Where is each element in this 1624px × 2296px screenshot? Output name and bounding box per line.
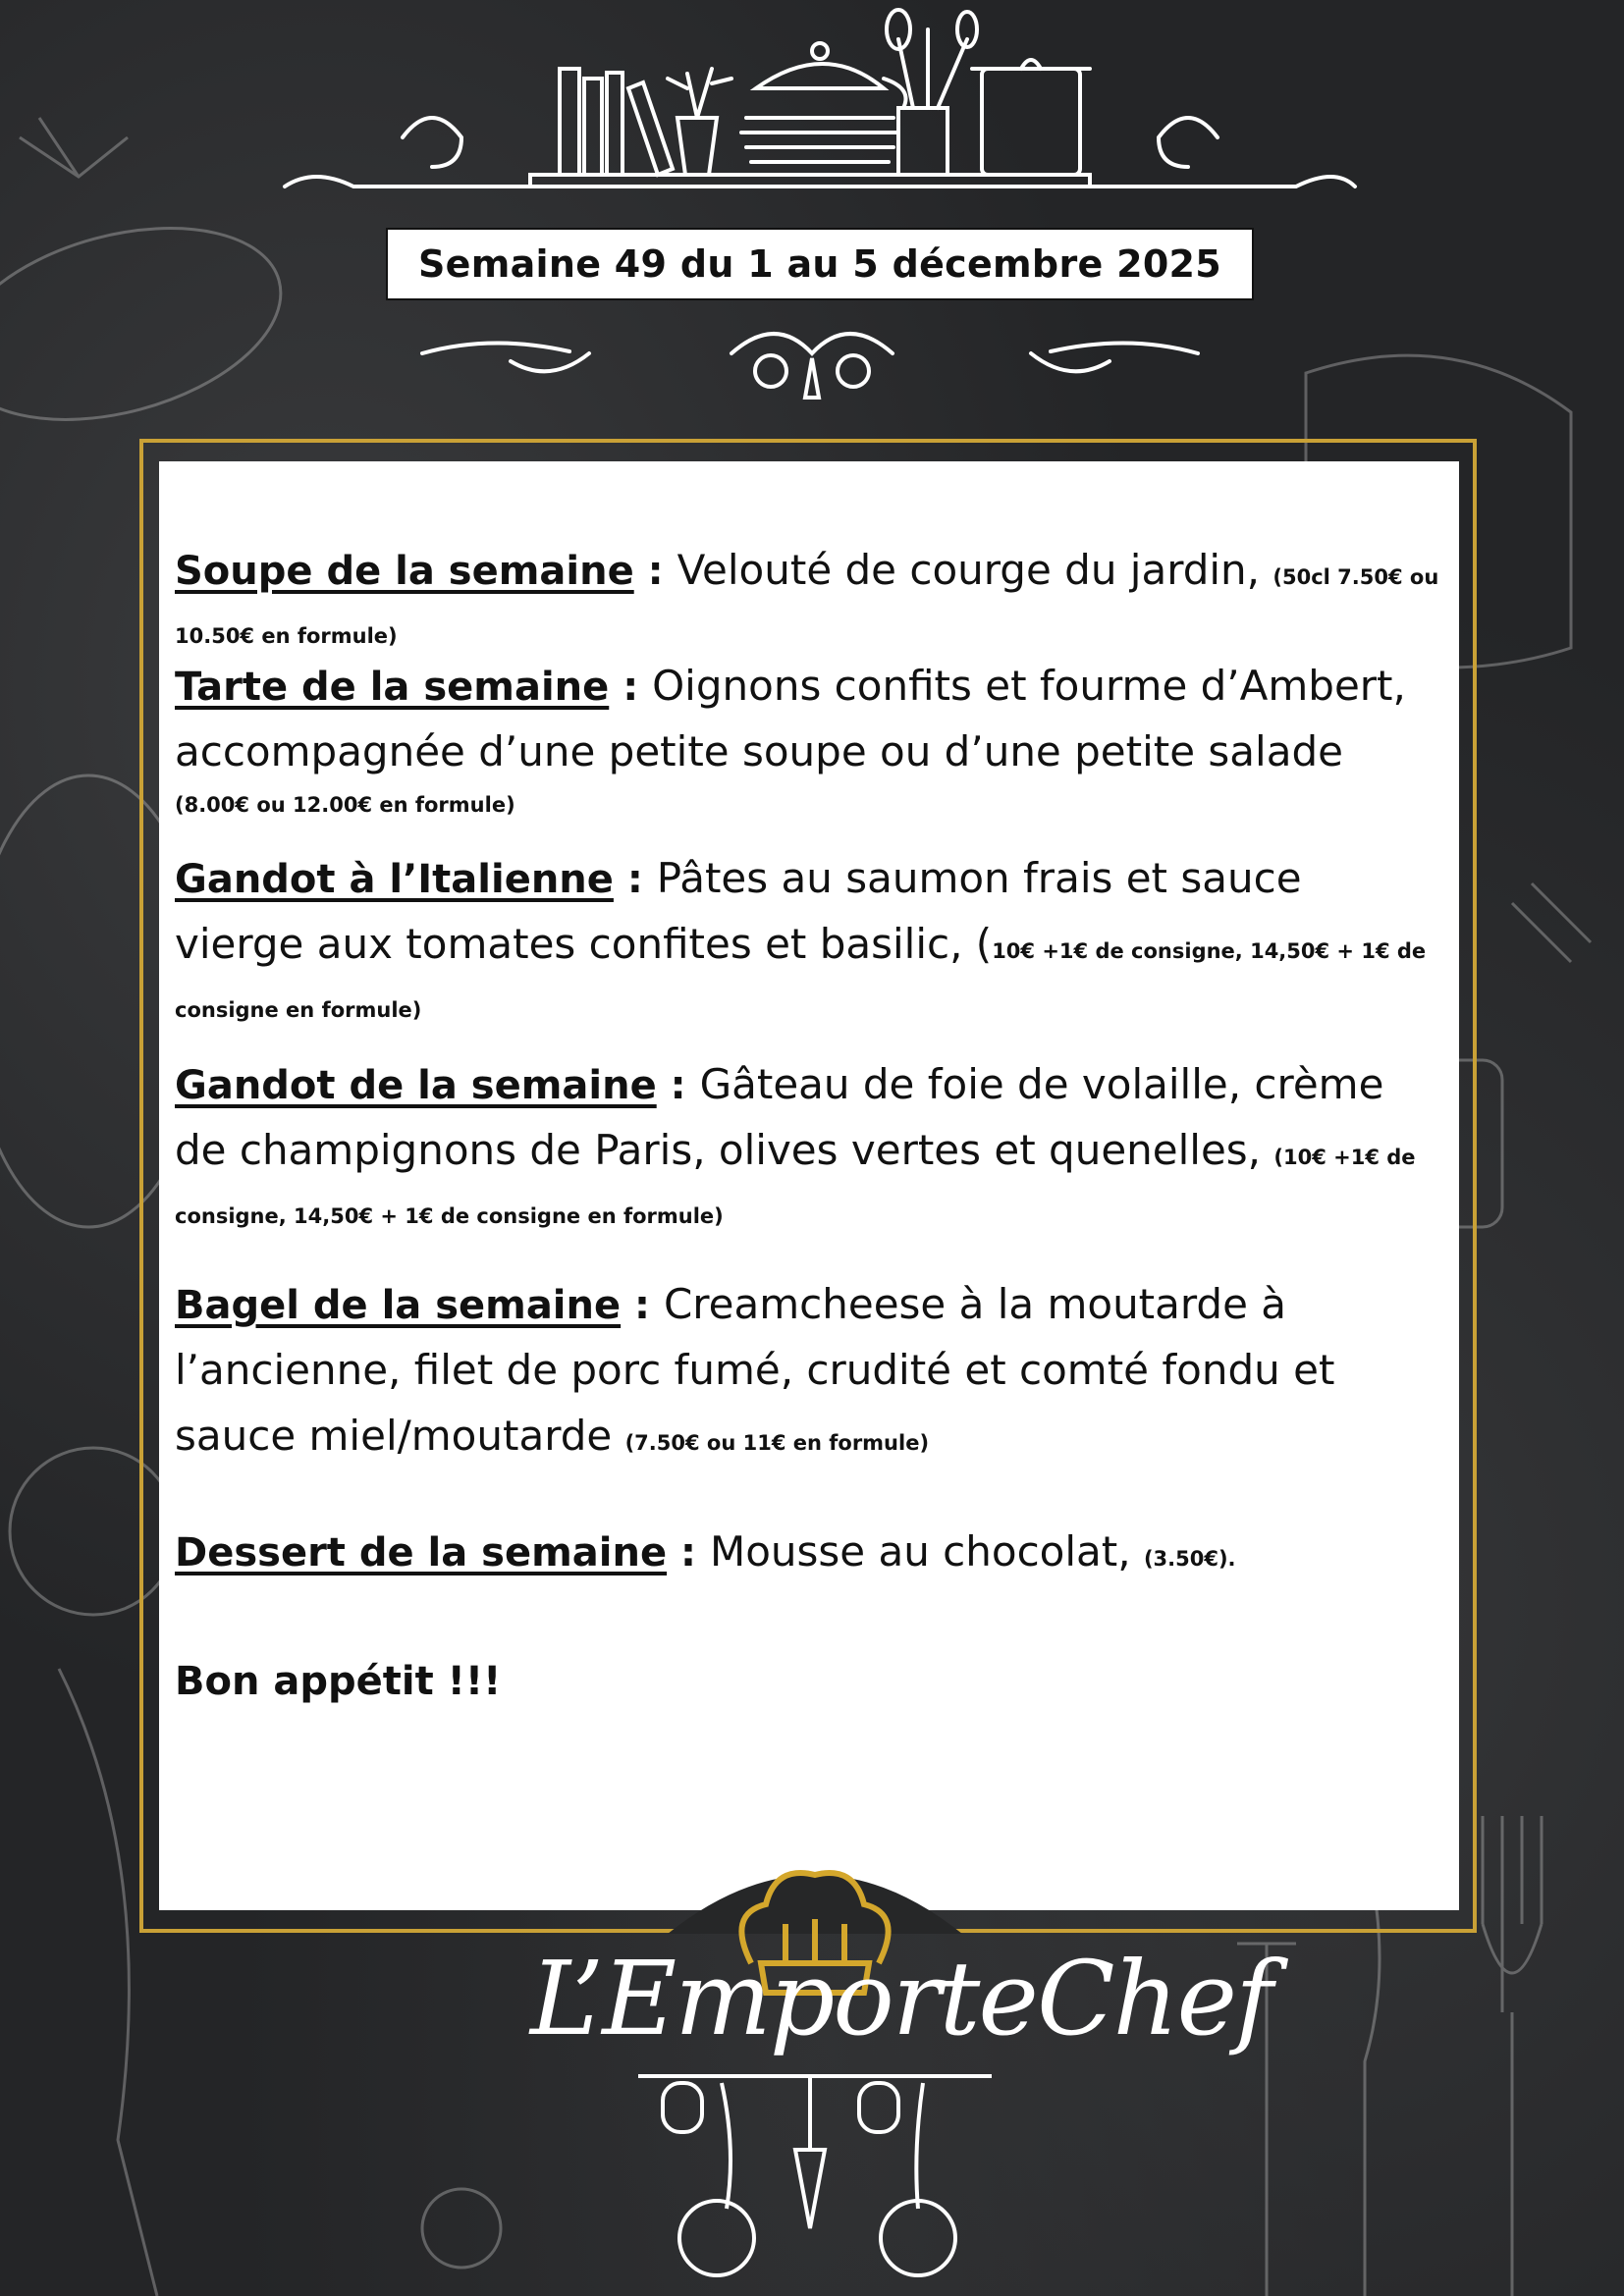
brand-logo xyxy=(471,1826,1272,2296)
menu-item-gandot-italienne xyxy=(175,850,1441,1041)
menu-item-description: Gâteau de foie de volaille, crème de champignons de Paris, olives vertes et quenelles, xyxy=(175,1060,1384,1174)
menu-item-label: Soupe de la semaine xyxy=(175,549,634,594)
menu-item-dessert xyxy=(175,1523,1441,1589)
week-title-box xyxy=(386,228,1254,300)
menu-item-price: (10€ +1€ de consigne, 14,50€ + 1€ de consigne en formule) xyxy=(175,1146,1416,1228)
menu-item-colon: : xyxy=(656,1063,700,1108)
menu-item-colon: : xyxy=(609,665,653,710)
menu-item-soup xyxy=(175,542,1441,667)
logo-emblem-icon xyxy=(471,1826,1272,2296)
menu-item-description: Oignons confits et fourme d’Ambert, accompagnée d’une petite soupe ou d’une petite salade xyxy=(175,662,1406,775)
menu-item-price: (7.50€ ou 11€ en formule) xyxy=(624,1431,930,1455)
menu-item-description: Creamcheese à la moutarde à l’ancienne, filet de porc fumé, crudité et comté fondu et sauce miel/moutarde xyxy=(175,1280,1335,1460)
menu-item-colon: : xyxy=(613,857,657,902)
menu-item-colon: : xyxy=(621,1283,664,1328)
kitchen-shelf-illustration xyxy=(0,0,1624,422)
menu-item-price: (8.00€ ou 12.00€ en formule) xyxy=(175,793,515,817)
brand-logo-text: L’EmporteChef xyxy=(530,1939,1272,2058)
menu-item-description: Pâtes au saumon frais et sauce vierge aux tomates confites et basilic, ( xyxy=(175,854,1302,968)
menu-item-tart xyxy=(175,658,1441,823)
menu-item-description: Mousse au chocolat, xyxy=(709,1527,1144,1575)
menu-item-colon: : xyxy=(667,1530,710,1575)
menu-item-price: (3.50€). xyxy=(1143,1547,1236,1571)
menu-item-label: Gandot de la semaine xyxy=(175,1063,657,1108)
menu-item-price: 10€ +1€ de consigne, 14,50€ + 1€ de consigne en formule) xyxy=(175,939,1427,1022)
menu-item-label: Tarte de la semaine xyxy=(175,665,610,710)
week-title: Semaine 49 du 1 au 5 décembre 2025 xyxy=(417,242,1222,286)
menu-item-description: Velouté de courge du jardin, xyxy=(677,546,1273,594)
menu-item-bagel xyxy=(175,1276,1441,1473)
closing-message: Bon appétit !!! xyxy=(175,1659,502,1704)
menu-item-price: (50cl 7.50€ ou 10.50€ en formule) xyxy=(175,565,1439,648)
menu-item-label: Bagel de la semaine xyxy=(175,1283,622,1328)
menu-item-gandot-week xyxy=(175,1056,1441,1247)
menu-item-label: Dessert de la semaine xyxy=(175,1530,668,1575)
menu-item-label: Gandot à l’Italienne xyxy=(175,857,614,902)
menu-item-colon: : xyxy=(633,549,677,594)
